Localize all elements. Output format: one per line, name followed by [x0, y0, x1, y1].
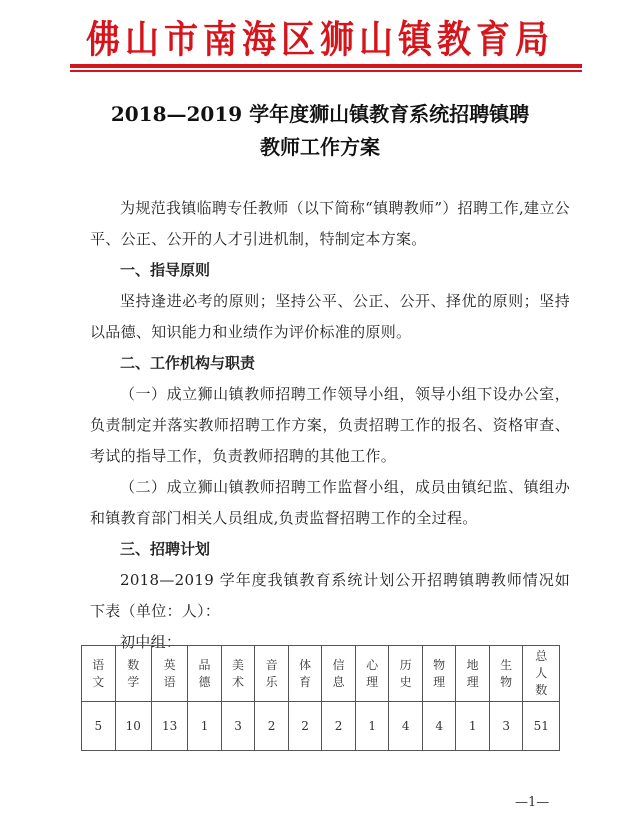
table-header-label: 英语 [163, 657, 176, 689]
table-value-cell: 1 [355, 702, 389, 751]
section-heading-organization: 二、工作机构与职责 [120, 354, 256, 372]
table-header-row [82, 646, 560, 702]
table-header-label: 体育 [299, 657, 312, 689]
group-label: 初中组： [120, 633, 182, 651]
table-header-cell [221, 646, 255, 702]
plan-paragraph: 2018—2019 学年度我镇教育系统计划公开招聘镇聘教师情况如下表（单位：人）： [90, 571, 570, 620]
table-header-cell [389, 646, 423, 702]
table-header-cell [489, 646, 523, 702]
table-value-cell: 10 [115, 702, 151, 751]
table-header-label: 物理 [433, 657, 446, 689]
table-value-cell: 3 [221, 702, 255, 751]
table-value-cell: 51 [523, 702, 560, 751]
table-header-label: 语文 [92, 657, 105, 689]
letterhead-rule-thin [70, 70, 582, 72]
table-header-label: 历史 [399, 657, 412, 689]
organization-name: 佛山市南海区狮山镇教育局 [86, 17, 554, 63]
table-header-label: 总人数 [535, 649, 548, 697]
table-value-cell: 2 [322, 702, 356, 751]
document-body [90, 193, 570, 658]
table-value-cell: 4 [389, 702, 423, 751]
table-header-label: 信息 [332, 657, 345, 689]
organization-paragraph-2: （二）成立狮山镇教师招聘工作监督小组，成员由镇纪监、镇组办和镇教育部门相关人员组成,负责监督招聘工作的全过程。 [90, 478, 570, 527]
table-header-label: 音乐 [265, 657, 278, 689]
letterhead [0, 18, 640, 62]
page-number: —1— [515, 795, 550, 810]
document-title-line1: 2018—2019 学年度狮山镇教育系统招聘镇聘 [110, 102, 530, 126]
table-header-label: 地理 [466, 657, 479, 689]
table-header-cell [355, 646, 389, 702]
table-value-cell: 2 [288, 702, 322, 751]
table-header-cell [456, 646, 490, 702]
table-header-cell [288, 646, 322, 702]
table-value-cell: 13 [151, 702, 187, 751]
intro-paragraph: 为规范我镇临聘专任教师（以下简称“镇聘教师”）招聘工作,建立公平、公正、公开的人才引进机制，特制定本方案。 [90, 199, 570, 248]
letterhead-rule-thick [70, 64, 582, 68]
principles-paragraph: 坚持逢进必考的原则；坚持公平、公正、公开、择优的原则；坚持以品德、知识能力和业绩作为评价标准的原则。 [90, 292, 570, 341]
table-header-cell [422, 646, 456, 702]
table-header-cell [523, 646, 560, 702]
table-value-cell: 1 [456, 702, 490, 751]
organization-paragraph-1: （一）成立狮山镇教师招聘工作领导小组，领导小组下设办公室，负责制定并落实教师招聘工作方案，负责招聘工作的报名、资格审查、考试的指导工作，负责教师招聘的其他工作。 [90, 385, 570, 465]
document-title [60, 98, 580, 164]
table-header-cell [151, 646, 187, 702]
table-header-label: 生物 [500, 657, 513, 689]
table-header-label: 心理 [366, 657, 379, 689]
recruitment-quota-table [81, 645, 560, 751]
table-header-cell [188, 646, 222, 702]
table-header-cell [322, 646, 356, 702]
table-value-cell: 4 [422, 702, 456, 751]
table-header-cell [115, 646, 151, 702]
table-values-row [82, 702, 560, 751]
table-header-label: 数学 [127, 657, 140, 689]
table-header-cell [255, 646, 289, 702]
table-header-cell [82, 646, 116, 702]
table-header-label: 品德 [198, 657, 211, 689]
document-title-line2: 教师工作方案 [260, 135, 380, 159]
table-value-cell: 2 [255, 702, 289, 751]
section-heading-plan: 三、招聘计划 [120, 540, 211, 558]
table-value-cell: 3 [489, 702, 523, 751]
section-heading-principles: 一、指导原则 [120, 261, 211, 279]
table-header-label: 美术 [232, 657, 245, 689]
table-value-cell: 5 [82, 702, 116, 751]
table-value-cell: 1 [188, 702, 222, 751]
